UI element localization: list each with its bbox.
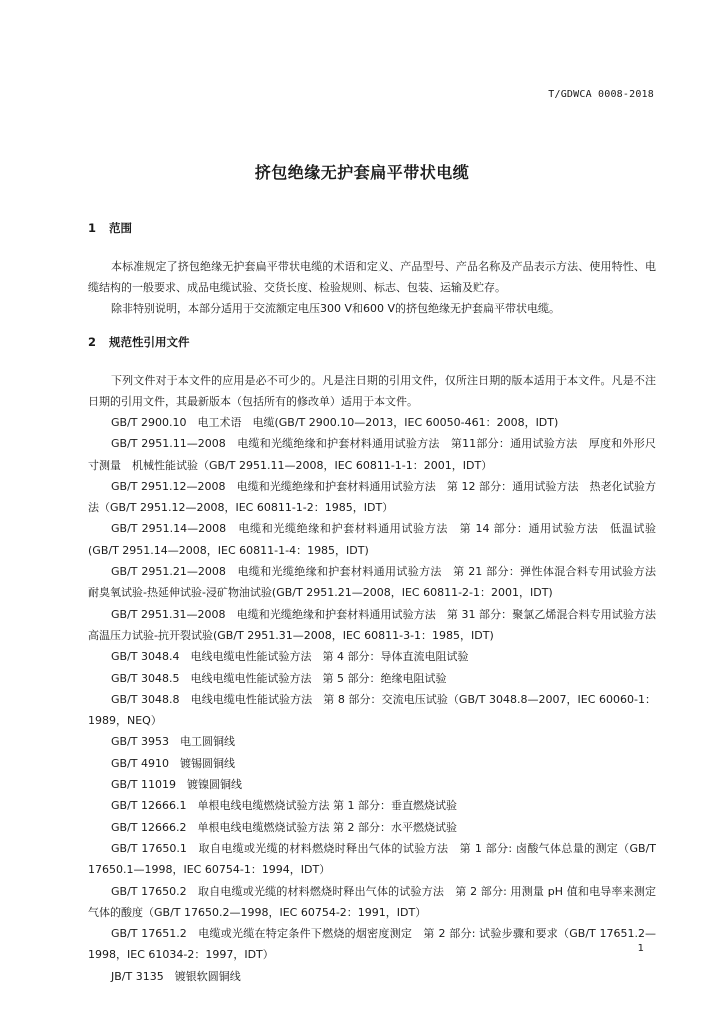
reference-item: GB/T 17650.1 取自电缆或光缆的材料燃烧时释出气体的试验方法 第 1 部分: 卤酸气体总量的测定（GB/T 17650.1—1998，IEC 60754-1：1994，IDT） <box>88 841 656 877</box>
document-title: 挤包绝缘无护套扁平带状电缆 <box>254 163 470 182</box>
section-2-title: 规范性引用文件 <box>109 335 190 349</box>
reference-item: GB/T 2900.10 电工术语 电缆(GB/T 2900.10—2013，IEC 60050-461：2008，IDT) <box>111 416 559 429</box>
section-2-heading <box>88 334 190 350</box>
scope-paragraph: 本标准规定了挤包绝缘无护套扁平带状电缆的术语和定义、产品型号、产品名称及产品表示方法、使用特性、电缆结构的一般要求、成品电缆试验、交货长度、检验规则、标志、包装、运输及贮存。 <box>88 260 656 294</box>
reference-item: GB/T 17651.2 电缆或光缆在特定条件下燃烧的烟密度测定 第 2 部分: 试验步骤和要求（GB/T 17651.2—1998，IEC 61034-2：1997，IDT） <box>88 927 656 962</box>
section-1-heading <box>88 220 132 236</box>
reference-item: JB/T 3135 镀银软圆铜线 <box>111 969 241 983</box>
reference-item: GB/T 17650.2 取自电缆或光缆的材料燃烧时释出气体的试验方法 第 2 部分: 用测量 pH 值和电导率来测定气体的酸度（GB/T 17650.2—1998，IEC 60754-2：1991，IDT） <box>88 884 656 919</box>
reference-item: GB/T 4910 镀锡圆铜线 <box>111 756 235 770</box>
reference-item: GB/T 3048.5 电线电缆电性能试验方法 第 5 部分：绝缘电阻试验 <box>111 671 447 685</box>
references-intro: 下列文件对于本文件的应用是必不可少的。凡是注日期的引用文件，仅所注日期的版本适用于本文件。凡是不注日期的引用文件，其最新版本（包括所有的修改单）适用于本文件。 <box>88 374 656 408</box>
reference-item: GB/T 3048.8 电线电缆电性能试验方法 第 8 部分：交流电压试验（GB/T 3048.8—2007，IEC 60060-1：1989，NEQ） <box>88 692 656 728</box>
reference-item: GB/T 2951.14—2008 电缆和光缆绝缘和护套材料通用试验方法 第 14 部分：通用试验方法 低温试验(GB/T 2951.14—2008，IEC 60811-1-4：1985，IDT) <box>88 522 656 557</box>
document-code: T/GDWCA 0008-2018 <box>548 89 654 100</box>
section-2-number: 2 <box>88 335 97 349</box>
scope-applicability: 除非特别说明，本部分适用于交流额定电压300 V和600 V的挤包绝缘无护套扁平带状电缆。 <box>111 302 561 315</box>
reference-item: GB/T 2951.21—2008 电缆和光缆绝缘和护套材料通用试验方法 第 21 部分：弹性体混合料专用试验方法 耐臭氧试验-热延伸试验-浸矿物油试验(GB/T 2951.21—2008，IEC 60811-2-1：2001，IDT) <box>88 565 667 600</box>
reference-item: GB/T 3048.4 电线电缆电性能试验方法 第 4 部分：导体直流电阻试验 <box>111 650 469 664</box>
section-1-number: 1 <box>88 221 97 235</box>
reference-item: GB/T 2951.31—2008 电缆和光缆绝缘和护套材料通用试验方法 第 31 部分：聚氯乙烯混合料专用试验方法 高温压力试验-抗开裂试验(GB/T 2951.31—2008，IEC 60811-3-1：1985，IDT) <box>88 607 667 642</box>
section-1-title: 范围 <box>109 221 133 235</box>
reference-list <box>88 412 667 987</box>
reference-item: GB/T 3953 电工圆铜线 <box>111 735 235 749</box>
reference-item: GB/T 2951.11—2008 电缆和光缆绝缘和护套材料通用试验方法 第11部分：通用试验方法 厚度和外形尺寸测量 机械性能试验（GB/T 2951.11—2008，IEC 60811-1-1：2001，IDT） <box>88 437 656 472</box>
reference-item: GB/T 12666.2 单根电线电缆燃烧试验方法 第 2 部分：水平燃烧试验 <box>111 820 457 834</box>
page-number: 1 <box>637 943 644 954</box>
reference-item: GB/T 2951.12—2008 电缆和光缆绝缘和护套材料通用试验方法 第 12 部分：通用试验方法 热老化试验方法（GB/T 2951.12—2008，IEC 60811-1-2：1985，IDT） <box>88 479 656 515</box>
reference-item: GB/T 12666.1 单根电线电缆燃烧试验方法 第 1 部分：垂直燃烧试验 <box>111 799 457 813</box>
reference-item: GB/T 11019 镀镍圆铜线 <box>111 778 242 792</box>
